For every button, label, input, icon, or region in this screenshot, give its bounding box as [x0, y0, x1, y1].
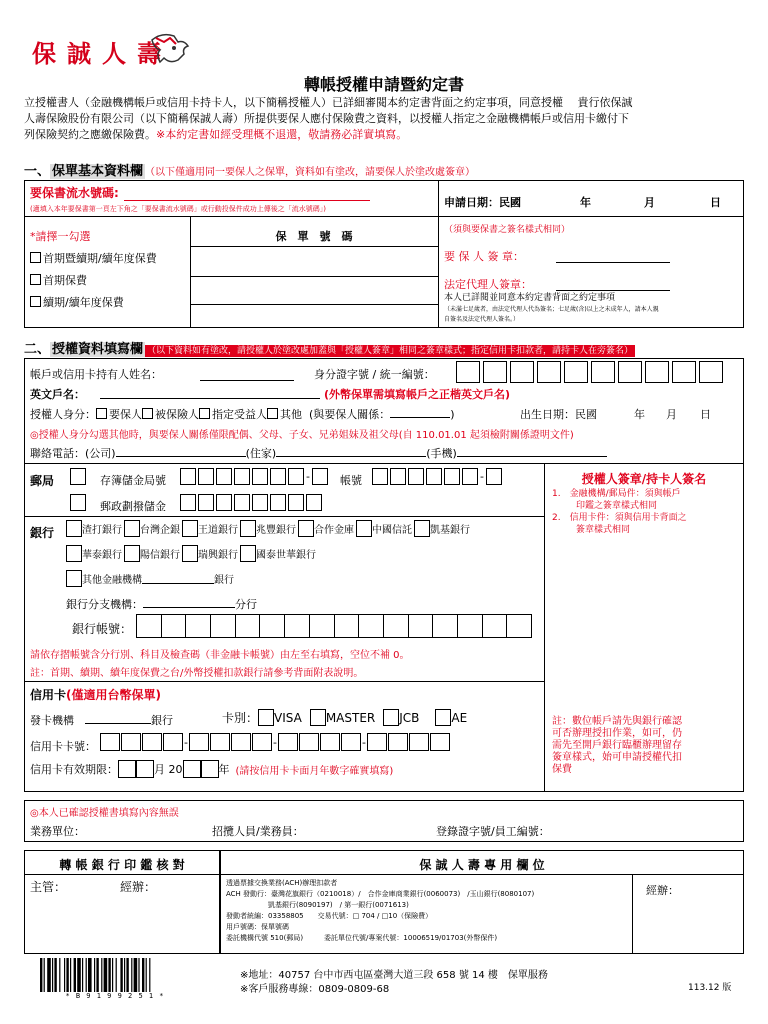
auth-signature-title: 授權人簽章/持卡人簽名: [581, 472, 707, 486]
bank-checkbox[interactable]: [66, 545, 82, 562]
master-checkbox[interactable]: [310, 709, 326, 726]
section-1-title: 保單基本資料欄: [52, 164, 144, 179]
logo-text: 保誠人壽: [32, 39, 172, 68]
post-office-boxes[interactable]: -: [180, 468, 328, 485]
bank-checkbox[interactable]: [124, 545, 140, 562]
jcb-checkbox[interactable]: [383, 709, 399, 726]
read-agreement-text: 本人已詳閱並同意本約定書背面之約定事項: [444, 293, 616, 303]
identity-applicant-checkbox[interactable]: [96, 408, 107, 419]
bank-checkbox[interactable]: [240, 545, 256, 562]
expiry-year-box[interactable]: [183, 760, 201, 778]
serial-label: 要保書流水號碼:: [30, 186, 119, 200]
card-expiry: 信用卡有效期限： 月 20 年 (請按信用卡卡面月年數字確實填寫): [30, 760, 393, 778]
bank-account-label: 銀行帳號：: [72, 622, 133, 636]
bank-label: 銀行: [30, 526, 55, 540]
bank-rule-1: 請依存摺帳號含分行別、科目及檢查碼（非金融卡帳號）由左至右填寫，空位不補 0。: [30, 650, 410, 661]
identity-beneficiary-checkbox[interactable]: [199, 408, 210, 419]
business-unit-label: 業務單位：: [30, 825, 85, 838]
giro-checkbox[interactable]: [70, 494, 86, 514]
bank-account-boxes[interactable]: [136, 614, 532, 638]
signature-note: （須與要保書之簽名樣式相同）: [444, 225, 571, 235]
card-number-boxes[interactable]: - - -: [100, 733, 450, 751]
section-2-heading: 二、 授權資料填寫欄 （以下資料如有塗改，請授權人於塗改處加蓋與「授權人簽章」相同之簽章樣式；指定信用卡扣款者，請持卡人在旁簽名）: [24, 342, 634, 357]
supervisor-label: 主管：: [30, 880, 67, 894]
identity-insured-checkbox[interactable]: [142, 408, 153, 419]
premium-option-1[interactable]: 首期暨續期/續年度保費: [30, 250, 157, 266]
bank-checkbox[interactable]: [356, 520, 372, 537]
intro-line-2: 人壽保險股份有限公司（以下簡稱保誠人壽）所提供要保人應付保險費之資料，以授權人指定之金融機構帳戶或信用卡繳付下: [24, 112, 629, 125]
expiry-year-box[interactable]: [201, 760, 219, 778]
contact-phone: 聯絡電話：(公司) (住家) (手機): [30, 445, 607, 461]
bank-branch: 銀行分支機構： 分行: [66, 598, 257, 611]
clerk-2-label: 經辦：: [646, 884, 679, 897]
recruiter-label: 招攬人員/業務員：: [212, 825, 304, 838]
section-2-note: （以下資料如有塗改，請授權人於塗改處加蓋與「授權人簽章」相同之簽章樣式；指定信用卡扣款者，請持卡人在旁簽名）: [147, 346, 634, 356]
lion-emblem-icon: [148, 30, 192, 66]
page-title: 轉帳授權申請暨約定書: [303, 75, 464, 94]
holder-name-label: 帳戶或信用卡持有人姓名：: [30, 368, 162, 381]
bank-checkbox[interactable]: [298, 520, 314, 537]
policy-number-row-1[interactable]: [191, 247, 437, 275]
bank-list-row-1: 渣打銀行 台灣企銀 王道銀行 兆豐銀行 合作金庫 中國信託 凱基銀行: [66, 520, 470, 537]
bank-checkbox[interactable]: [182, 545, 198, 562]
bank-rule-2: 註：首期、續期、續年度保費之台/外幣授權扣款銀行請參考背面附表說明。: [30, 668, 364, 679]
applicant-signature-label: 要 保 人 簽 章：: [444, 250, 524, 263]
premium-option-3[interactable]: 續期/續年度保費: [30, 294, 124, 310]
post-office-label: 存簿儲金局號: [100, 474, 166, 487]
birth-date: 出生日期：民國 年 月 日: [520, 408, 711, 421]
authorizer-identity: 授權人身分： 要保人 被保險人 指定受益人 其他 (與要保人關係： ): [30, 408, 455, 421]
application-date: 申請日期：民國 年 月 日: [444, 196, 721, 209]
other-bank-checkbox[interactable]: [66, 570, 82, 587]
post-checkbox[interactable]: [70, 468, 86, 488]
identity-warning: ◎授權人身分勾選其他時，與要保人關係僅限配偶、父母、子女、兄弟姐妹及祖父母(自 110.01.01 起須檢附關係證明文件): [30, 430, 574, 441]
minor-note-1: （未滿七足歲者，由法定代理人代為簽名；七足歲(含)以上之未成年人，請本人親: [444, 306, 659, 313]
footer-phone: ※客戶服務專線：0809-0809-68: [240, 984, 390, 995]
intro-line-3: 列保險契約之應繳保險費。: [24, 128, 156, 141]
bank-checkbox[interactable]: [124, 520, 140, 537]
card-issuer-input[interactable]: [85, 714, 151, 724]
bank-seal-title: 轉 帳 銀 行 印 鑑 核 對: [59, 858, 185, 872]
intro-line-1: 立授權書人（金融機構帳戶或信用卡持卡人，以下簡稱授權人）已詳細審閱本約定書背面之約定事項，同意授權 貴行依保誠: [24, 96, 633, 109]
policy-number-header: 保 單 號 碼: [275, 230, 353, 243]
card-number-label: 信用卡卡號：: [30, 740, 96, 753]
guardian-signature-label: 法定代理人簽章：: [444, 278, 532, 291]
expiry-month-box[interactable]: [136, 760, 154, 778]
identity-other-checkbox[interactable]: [267, 408, 278, 419]
english-name-label: 英文戶名：: [30, 388, 85, 401]
id-number-boxes[interactable]: [456, 361, 723, 383]
post-label: 郵局: [30, 474, 55, 488]
english-name-note: (外幣保單需填寫帳戶之正楷英文戶名): [324, 388, 511, 401]
card-type: 卡別： VISA MASTER JCB AE: [222, 710, 468, 725]
post-account-label: 帳號: [340, 474, 362, 487]
bank-branch-input[interactable]: [143, 598, 235, 608]
credit-card-title: 信用卡(僅適用台幣保單): [30, 688, 161, 702]
bank-list-row-2: 華泰銀行 陽信銀行 瑞興銀行 國泰世華銀行: [66, 545, 316, 562]
premium-option-2[interactable]: 首期保費: [30, 272, 87, 288]
giro-label: 郵政劃撥儲金: [100, 500, 166, 513]
ach-info: 透過票據交換業務(ACH)辦理扣款者 ACH 發動行：臺灣花旗銀行（0210018）/ 合作金庫商業銀行(0060073) /玉山銀行(8080107) 凱基銀行(8090197) / 第一銀行(0071613) 發動者統編：03358805 交易代號：□ 704 / □10（保險費） 用戶號碼：保單號碼 委託機構代號 510(郵局) 委託單位代號/專案代號：10006519/01703(外幣保件): [226, 879, 535, 942]
id-number-label: 身分證字號 / 統一編號：: [314, 368, 435, 381]
other-bank: 其他金融機構 銀行: [66, 570, 234, 587]
auth-signature-area[interactable]: [548, 540, 740, 710]
bank-checkbox[interactable]: [414, 520, 430, 537]
version-label: 113.12 版: [688, 983, 732, 993]
giro-boxes[interactable]: [180, 494, 322, 511]
bank-checkbox[interactable]: [240, 520, 256, 537]
section-1-heading: 一、 保單基本資料欄 （以下僅適用同一要保人之保單，資料如有塗改，請要保人於塗改處簽章）: [24, 164, 476, 179]
registration-label: 登錄證字號/員工編號：: [436, 825, 550, 838]
section-1-note: （以下僅適用同一要保人之保單，資料如有塗改，請要保人於塗改處簽章）: [145, 167, 476, 178]
footer-address: ※地址：40757 台中市西屯區臺灣大道三段 658 號 14 樓 保單服務: [240, 970, 548, 981]
bank-checkbox[interactable]: [182, 520, 198, 537]
ae-checkbox[interactable]: [435, 709, 451, 726]
serial-note: (適填入本年要保書第一頁左下角之「要保書流水號碼」或行動投保件成功上傳後之「流水號碼」): [30, 205, 326, 213]
bank-checkbox[interactable]: [66, 520, 82, 537]
barcode-text: * B 9 1 9 9 2 5 1 *: [65, 992, 165, 1000]
expiry-month-box[interactable]: [118, 760, 136, 778]
digital-account-note: 註：數位帳戶請先與銀行確認 可否辦理授扣作業，如可，仍 需先至開戶銀行臨櫃辦理留存 簽章樣式，始可申請授權代扣 保費: [552, 716, 682, 775]
auth-instruction: 1. 金融機構/郵局件：須與帳戶 印鑑之簽章樣式相同 2. 信用卡件：須與信用卡背面之 簽章樣式相同: [552, 489, 687, 535]
post-account-boxes[interactable]: -: [372, 468, 502, 485]
confirm-text: ◎本人已確認授權書填寫內容無誤: [30, 808, 179, 819]
barcode: [40, 958, 190, 992]
logo: [32, 30, 192, 70]
minor-note-2: 自簽名及法定代理人簽名。）: [444, 316, 520, 323]
section-2-title: 授權資料填寫欄: [52, 342, 144, 357]
intro-text: [24, 95, 744, 143]
other-bank-input[interactable]: [142, 574, 214, 584]
choose-one-label: *請擇一勾選: [30, 230, 91, 243]
policy-number-row-3[interactable]: [191, 305, 437, 327]
card-issuer: 發卡機構 銀行: [30, 714, 173, 727]
intro-warning: ※本約定書如經受理概不退還，敬請務必詳實填寫。: [156, 128, 408, 141]
insurer-use-title: 保 誠 人 壽 專 用 欄 位: [419, 858, 545, 872]
visa-checkbox[interactable]: [258, 709, 274, 726]
clerk-label: 經辦：: [120, 880, 157, 894]
policy-number-row-2[interactable]: [191, 277, 437, 303]
